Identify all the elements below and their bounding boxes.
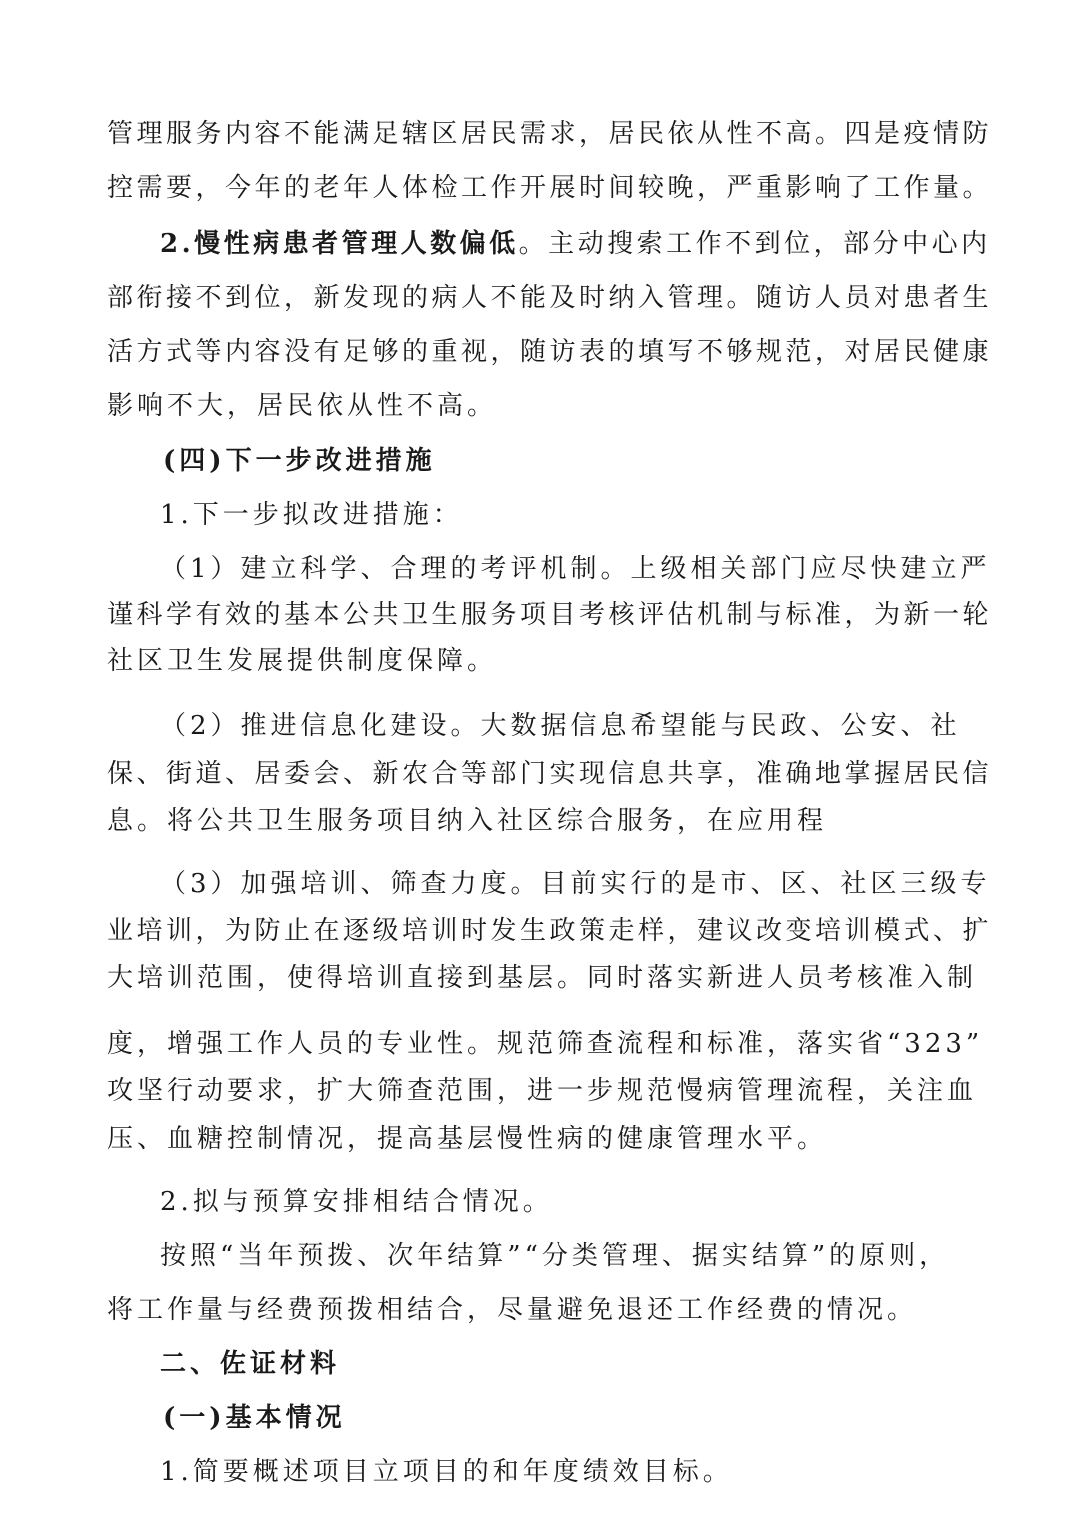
text-line: 影响不大，居民依从性不高。 (107, 391, 498, 421)
text-line: 控需要，今年的老年人体检工作开展时间较晚，严重影响了工作量。 (107, 173, 993, 203)
text-line: 社区卫生发展提供制度保障。 (107, 646, 498, 676)
text-line: 度，增强工作人员的专业性。规范筛查流程和标准，落实省“323” (107, 1029, 984, 1059)
text-line: （1）建立科学、合理的考评机制。上级相关部门应尽快建立严 (160, 554, 991, 584)
text-line: 谨科学有效的基本公共卫生服务项目考核评估机制与标准，为新一轮 (107, 600, 993, 630)
text-line: 息。将公共卫生服务项目纳入社区综合服务，在应用程 (107, 806, 828, 836)
basic-info-heading: (一)基本情况 (163, 1403, 346, 1433)
section-two-heading: 二、佐证材料 (160, 1349, 341, 1379)
improve-heading: 1.下一步拟改进措施： (160, 500, 463, 530)
section-four-heading: (四)下一步改进措施 (163, 446, 436, 476)
budget-heading: 2.拟与预算安排相结合情况。 (160, 1187, 553, 1217)
chronic-heading: 2.慢性病患者管理人数偏低 (160, 229, 519, 259)
text-line: 部衔接不到位，新发现的病人不能及时纳入管理。随访人员对患者生 (107, 283, 993, 313)
text-line: 活方式等内容没有足够的重视，随访表的填写不够规范，对居民健康 (107, 337, 993, 367)
text-line: 将工作量与经费预拨相结合，尽量避免退还工作经费的情况。 (107, 1295, 918, 1325)
text-line: （3）加强培训、筛查力度。目前实行的是市、区、社区三级专 (160, 869, 991, 899)
text-line: 大培训范围，使得培训直接到基层。同时落实新进人员考核准入制 (107, 963, 978, 993)
overview-line: 1.简要概述项目立项目的和年度绩效目标。 (160, 1457, 733, 1487)
chronic-text: 。主动搜索工作不到位，部分中心内 (518, 229, 991, 259)
text-line: 攻坚行动要求，扩大筛查范围，进一步规范慢病管理流程，关注血 (107, 1076, 978, 1106)
text-line: 按照“当年预拨、次年结算”“分类管理、据实结算”的原则， (160, 1241, 950, 1271)
text-line: 业培训，为防止在逐级培训时发生政策走样，建议改变培训模式、扩 (107, 916, 993, 946)
text-line: 保、街道、居委会、新农合等部门实现信息共享，准确地掌握居民信 (107, 759, 993, 789)
text-line: 管理服务内容不能满足辖区居民需求，居民依从性不高。四是疫情防 (107, 119, 993, 149)
chronic-paragraph-first-line (160, 226, 991, 262)
text-line: 压、血糖控制情况，提高基层慢性病的健康管理水平。 (107, 1124, 828, 1154)
text-line: （2）推进信息化建设。大数据信息希望能与民政、公安、社 (160, 711, 961, 741)
